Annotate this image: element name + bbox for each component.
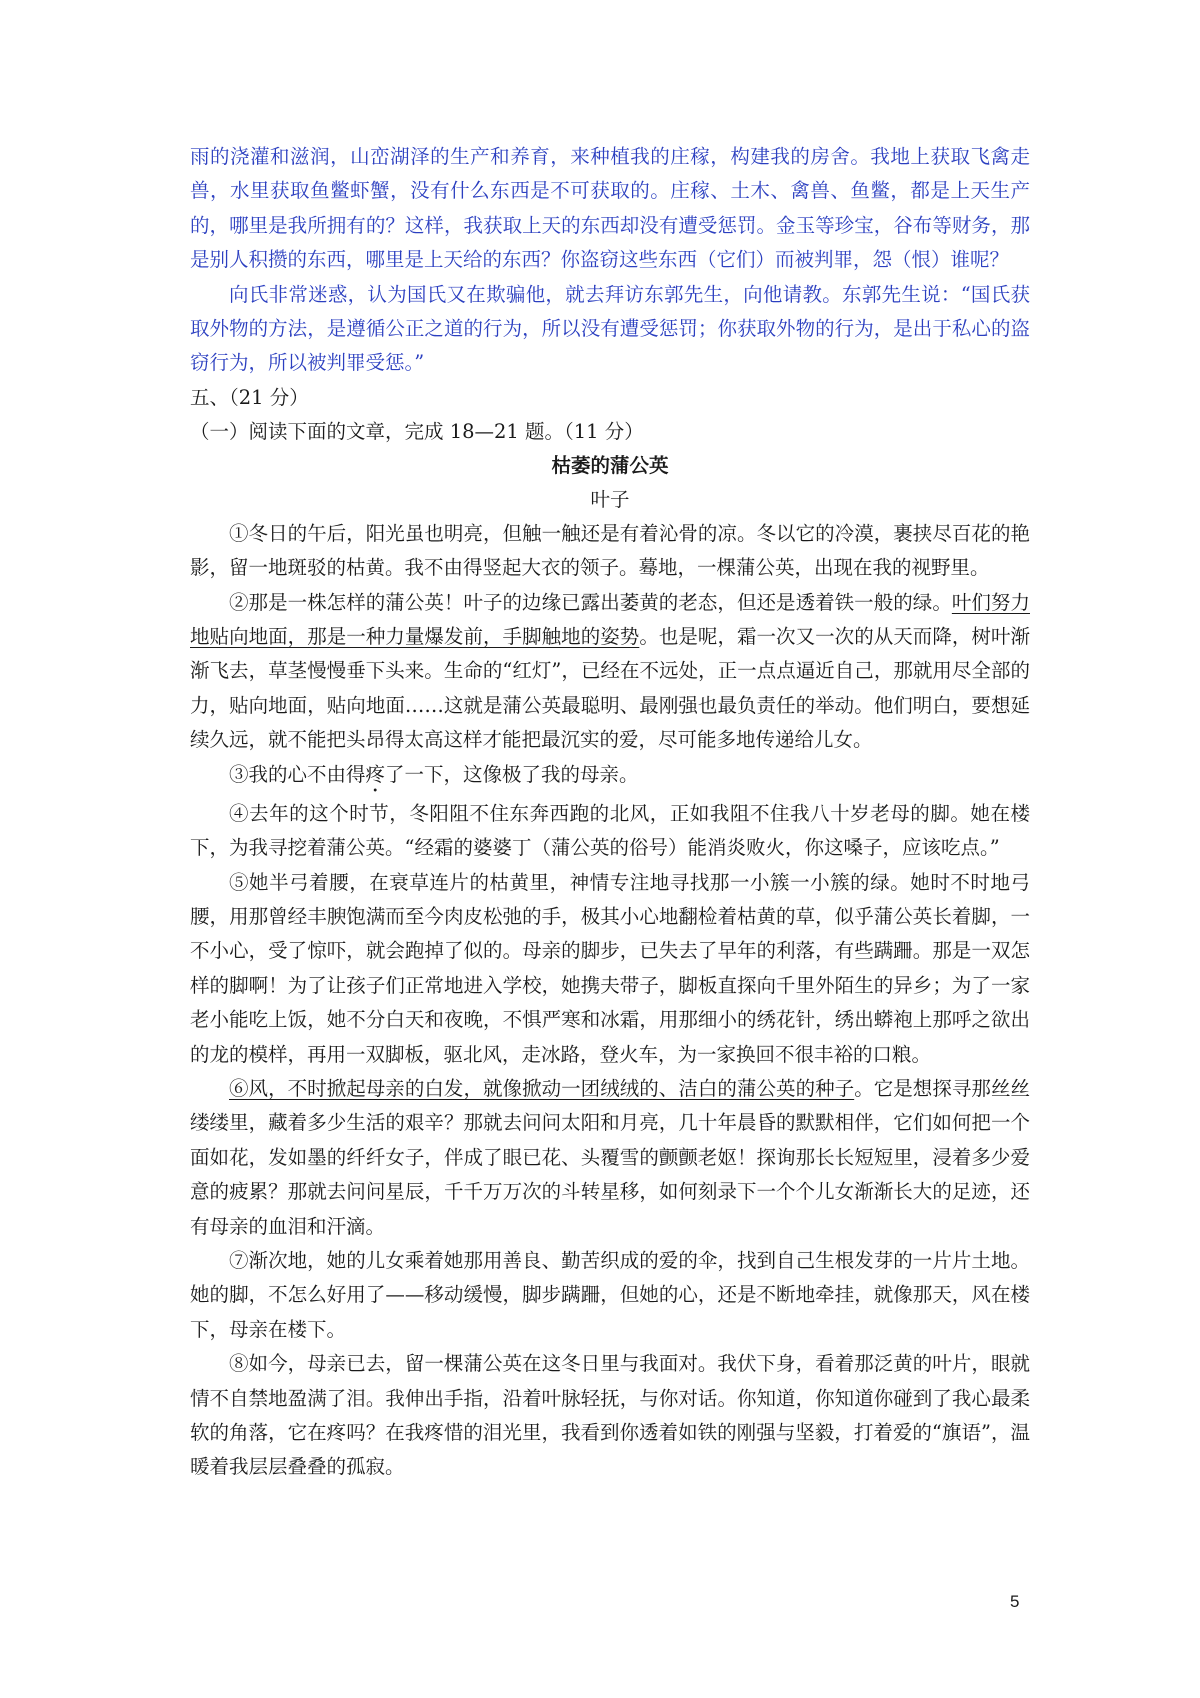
- translation-paragraph-2: 向氏非常迷惑，认为国氏又在欺骗他，就去拜访东郭先生，向他请教。东郭先生说：“国氏获取外物的方法，是遵循公正之道的行为，所以没有遭受惩罚；你获取外物的行为，是出于私心的盗窃行为，所以被判罪受惩。”: [190, 282, 1030, 375]
- section-heading: 五、（21 分）: [190, 385, 309, 409]
- article-paragraph-1: ①冬日的午后，阳光虽也明亮，但触一触还是有着沁骨的凉。冬以它的冷漠，裹挟尽百花的艳影，留一地斑驳的枯黄。我不由得竖起大衣的领子。蓦地，一棵蒲公英，出现在我的视野里。: [190, 521, 1030, 580]
- paragraph-2-text-b: 。也是呢，霜一次又一次的从天而降，树叶渐渐飞去，草茎慢慢垂下头来。生命的“红灯”，已经在不远处，正一点点逼近自己，那就用尽全部的力，贴向地面，贴向地面……这就是蒲公英最聪明、最刚强也最负责任的举动。他们明白，要想延续久远，就不能把头昂得太高这样才能把最沉实的爱，尽可能多地传递给儿女。: [190, 625, 1030, 752]
- paragraph-6-text-b: 。它是想探寻那丝丝缕缕里，藏着多少生活的艰辛？那就去问问太阳和月亮，几十年晨昏的默默相伴，它们如何把一个面如花，发如墨的纤纤女子，伴成了眼已花、头覆雪的颤颤老妪！探询那长长短短里，浸着多少爱意的疲累？那就去问问星辰，千千万万次的斗转星移，如何刻录下一个个儿女渐渐长大的足迹，还有母亲的血泪和汗滴。: [190, 1076, 1030, 1238]
- article-paragraph-5: ⑤她半弓着腰，在衰草连片的枯黄里，神情专注地寻找那一小簇一小簇的绿。她时不时地弓腰，用那曾经丰腴饱满而至今肉皮松弛的手，极其小心地翻检着枯黄的草，似乎蒲公英长着脚，一不小心，受了惊吓，就会跑掉了似的。母亲的脚步，已失去了早年的利落，有些蹒跚。那是一双怎样的脚啊！为了让孩子们正常地进入学校，她携夫带子，脚板直探向千里外陌生的异乡；为了一家老小能吃上饭，她不分白天和夜晚，不惧严寒和冰霜，用那细小的绣花针，绣出蟒袍上那呼之欲出的龙的模样，再用一双脚板，驱北风，走冰路，登火车，为一家换回不很丰裕的口粮。: [190, 870, 1030, 1066]
- article-paragraph-6: [190, 1072, 1030, 1244]
- paragraph-3-text-a: ③我的心不由得: [229, 762, 366, 786]
- article-paragraph-7: ⑦渐次地，她的儿女乘着她那用善良、勤苦织成的爱的伞，找到自己生根发芽的一片片土地。她的脚，不怎么好用了——移动缓慢，脚步蹒跚，但她的心，还是不断地牵挂，就像那天，风在楼下，母亲在楼下。: [190, 1248, 1030, 1341]
- paragraph-3-emphasized-word: 疼: [365, 762, 386, 786]
- sub-heading: （一）阅读下面的文章，完成 18—21 题。（11 分）: [190, 419, 644, 443]
- paragraph-3-text-b: 了一下，这像极了我的母亲。: [385, 762, 639, 786]
- paragraph-6-underlined-sentence: ⑥风，不时掀起母亲的白发，就像掀动一团绒绒的、洁白的蒲公英的种子: [229, 1076, 855, 1100]
- paragraph-2-underlined-sentence: 叶们努力地贴向地面，那是一种力量爆发前，手脚触地的姿势: [190, 590, 1030, 649]
- article-paragraph-8: ⑧如今，母亲已去，留一棵蒲公英在这冬日里与我面对。我伏下身，看着那泛黄的叶片，眼就情不自禁地盈满了泪。我伸出手指，沿着叶脉轻抚，与你对话。你知道，你知道你碰到了我心最柔软的角落，它在疼吗？在我疼惜的泪光里，我看到你透着如铁的刚强与坚毅，打着爱的“旗语”，温暖着我层层叠叠的孤寂。: [190, 1352, 1030, 1479]
- translation-paragraph-1: 雨的浇灌和滋润，山峦湖泽的生产和养育，来种植我的庄稼，构建我的房舍。我地上获取飞禽走兽，水里获取鱼鳖虾蟹，没有什么东西是不可获取的。庄稼、土木、禽兽、鱼鳖，都是上天生产的，哪里是我所拥有的？这样，我获取上天的东西却没有遭受惩罚。金玉等珍宝，谷布等财务，那是别人积攒的东西，哪里是上天给的东西？你盗窃这些东西（它们）而被判罪，怨（恨）谁呢？: [190, 145, 1030, 272]
- document-page: [190, 140, 1030, 1485]
- page-number: 5: [1010, 1592, 1020, 1611]
- article-author: 叶子: [590, 487, 630, 511]
- article-title: 枯萎的蒲公英: [551, 453, 669, 477]
- article-paragraph-2: [190, 586, 1030, 758]
- paragraph-2-text-a: ②那是一株怎样的蒲公英！叶子的边缘已露出萎黄的老态，但还是透着铁一般的绿。: [229, 590, 952, 614]
- article-paragraph-3: [190, 758, 1030, 797]
- article-paragraph-4: ④去年的这个时节，冬阳阻不住东奔西跑的北风，正如我阻不住我八十岁老母的脚。她在楼下，为我寻挖着蒲公英。“经霜的婆婆丁（蒲公英的俗号）能消炎败火，你这嗓子，应该吃点。”: [190, 801, 1030, 860]
